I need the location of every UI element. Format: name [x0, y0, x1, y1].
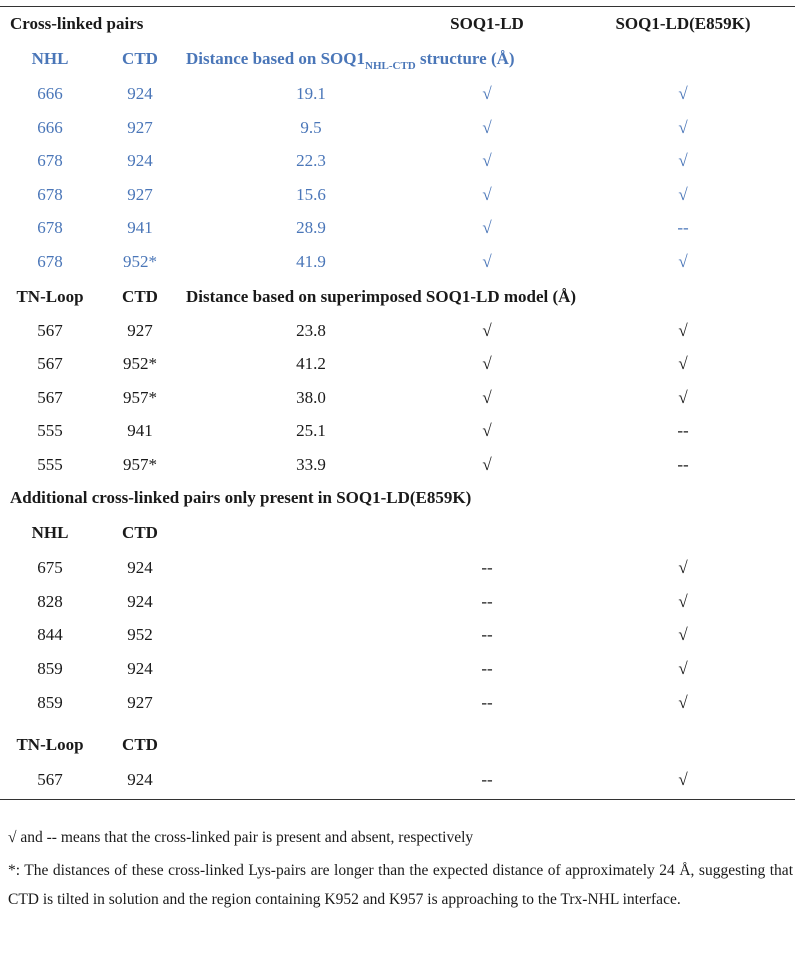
ctd-residue: 952: [127, 625, 153, 644]
nhl-residue: 678: [37, 185, 63, 204]
distance-heading-subscript: NHL-CTD: [365, 60, 416, 72]
mutant-presence: √: [678, 770, 688, 789]
table-row: [0, 245, 799, 279]
ctd-residue: 952*: [123, 354, 157, 373]
wildtype-presence: √: [482, 455, 492, 474]
distance-value: 41.9: [296, 252, 326, 271]
ctd-residue: 941: [127, 421, 153, 440]
table-header-row: [0, 7, 799, 41]
distance-value: 25.1: [296, 421, 326, 440]
tn-loop-residue: 567: [37, 354, 63, 373]
nhl-heading: NHL: [31, 49, 69, 68]
table-row: [0, 585, 799, 619]
mutant-presence: √: [678, 118, 688, 137]
footnote-symbols: √ and -- means that the cross-linked pair is present and absent, respectively: [8, 829, 474, 846]
mutant-presence: √: [678, 185, 688, 204]
distance-value: 23.8: [296, 321, 326, 340]
mutant-presence: √: [678, 659, 688, 678]
wildtype-presence: √: [482, 218, 492, 237]
wildtype-presence: √: [482, 185, 492, 204]
mutant-presence: √: [678, 354, 688, 373]
table-row: [0, 618, 799, 652]
ctd-residue: 924: [127, 592, 153, 611]
wildtype-presence: --: [481, 592, 493, 611]
table-row: [0, 763, 799, 797]
wildtype-presence: --: [481, 558, 493, 577]
nhl-residue: 678: [37, 218, 63, 237]
distance-heading-suffix: structure (Å): [415, 49, 515, 68]
table-row: [0, 178, 799, 212]
table-row: [0, 686, 799, 720]
ctd-residue: 957*: [123, 388, 157, 407]
nhl-residue: 828: [37, 592, 63, 611]
table-row: [0, 211, 799, 245]
ctd-residue: 924: [127, 558, 153, 577]
section3b-header-row: [0, 728, 799, 762]
nhl-residue: 678: [37, 252, 63, 271]
distance-value: 9.5: [300, 118, 322, 137]
tn-loop-residue: 555: [37, 455, 63, 474]
additional-pairs-heading: Additional cross-linked pairs only present in SOQ1-LD(E859K): [10, 488, 472, 507]
section1-header-row: [0, 42, 799, 76]
table-row: [0, 551, 799, 585]
ctd-residue: 924: [127, 770, 153, 789]
soq1-ld-column-heading: SOQ1-LD: [450, 14, 524, 33]
nhl-residue: 666: [37, 84, 63, 103]
ctd-residue: 952*: [123, 252, 157, 271]
wildtype-presence: √: [482, 252, 492, 271]
table-row: [0, 652, 799, 686]
distance-value: 22.3: [296, 151, 326, 170]
ctd-residue: 941: [127, 218, 153, 237]
ctd-heading: CTD: [122, 735, 158, 754]
nhl-residue: 675: [37, 558, 63, 577]
table-row: [0, 144, 799, 178]
distance-value: 15.6: [296, 185, 326, 204]
table-row: [0, 414, 799, 448]
mutant-presence: √: [678, 84, 688, 103]
cross-linked-pairs-heading: Cross-linked pairs: [10, 14, 144, 33]
ctd-heading: CTD: [122, 287, 158, 306]
distance-structure-heading: [186, 42, 515, 78]
wildtype-presence: √: [482, 118, 492, 137]
distance-heading-prefix: Distance based on SOQ1: [186, 49, 365, 68]
mutant-presence: √: [678, 151, 688, 170]
wildtype-presence: --: [481, 625, 493, 644]
wildtype-presence: √: [482, 84, 492, 103]
ctd-residue: 927: [127, 118, 153, 137]
ctd-heading: CTD: [122, 523, 158, 542]
wildtype-presence: √: [482, 354, 492, 373]
section2-header-row: [0, 280, 799, 314]
ctd-residue: 957*: [123, 455, 157, 474]
wildtype-presence: --: [481, 770, 493, 789]
distance-value: 38.0: [296, 388, 326, 407]
ctd-residue: 924: [127, 659, 153, 678]
ctd-residue: 927: [127, 693, 153, 712]
tn-loop-heading: TN-Loop: [16, 735, 84, 754]
nhl-residue: 859: [37, 659, 63, 678]
ctd-residue: 924: [127, 84, 153, 103]
mutant-presence: --: [677, 455, 689, 474]
tn-loop-residue: 567: [37, 388, 63, 407]
wildtype-presence: √: [482, 151, 492, 170]
wildtype-presence: √: [482, 321, 492, 340]
distance-value: 33.9: [296, 455, 326, 474]
mutant-presence: √: [678, 252, 688, 271]
soq1-ld-e859k-column-heading: SOQ1-LD(E859K): [615, 14, 751, 33]
distance-value: 41.2: [296, 354, 326, 373]
mutant-presence: --: [677, 421, 689, 440]
wildtype-presence: √: [482, 421, 492, 440]
ctd-heading: CTD: [122, 49, 158, 68]
distance-model-heading: Distance based on superimposed SOQ1-LD model (Å): [186, 287, 577, 306]
table-bottom-rule: [0, 799, 795, 800]
table-row: [0, 77, 799, 111]
table-row: [0, 314, 799, 348]
tn-loop-residue: 567: [37, 321, 63, 340]
wildtype-presence: --: [481, 659, 493, 678]
tn-loop-residue: 555: [37, 421, 63, 440]
mutant-presence: √: [678, 625, 688, 644]
mutant-presence: √: [678, 388, 688, 407]
table-row: [0, 448, 799, 482]
wildtype-presence: √: [482, 388, 492, 407]
mutant-presence: --: [677, 218, 689, 237]
wildtype-presence: --: [481, 693, 493, 712]
ctd-residue: 927: [127, 321, 153, 340]
mutant-presence: √: [678, 693, 688, 712]
nhl-residue: 859: [37, 693, 63, 712]
nhl-residue: 666: [37, 118, 63, 137]
section3-title-row: [0, 481, 799, 515]
footnote-asterisk: *: The distances of these cross-linked Lys-pairs are longer than the expected distance of approximately 24 Å, suggesting that CTD is tilted in solution and the region containing K952 and K957 is approaching to the Trx-NHL interface.: [8, 862, 793, 908]
table-row: [0, 347, 799, 381]
section3-header-row: [0, 516, 799, 550]
mutant-presence: √: [678, 558, 688, 577]
distance-value: 19.1: [296, 84, 326, 103]
nhl-heading: NHL: [31, 523, 69, 542]
ctd-residue: 924: [127, 151, 153, 170]
table-row: [0, 381, 799, 415]
table-row: [0, 111, 799, 145]
tn-loop-heading: TN-Loop: [16, 287, 84, 306]
distance-value: 28.9: [296, 218, 326, 237]
mutant-presence: √: [678, 321, 688, 340]
ctd-residue: 927: [127, 185, 153, 204]
nhl-residue: 844: [37, 625, 63, 644]
mutant-presence: √: [678, 592, 688, 611]
tn-loop-residue: 567: [37, 770, 63, 789]
nhl-residue: 678: [37, 151, 63, 170]
